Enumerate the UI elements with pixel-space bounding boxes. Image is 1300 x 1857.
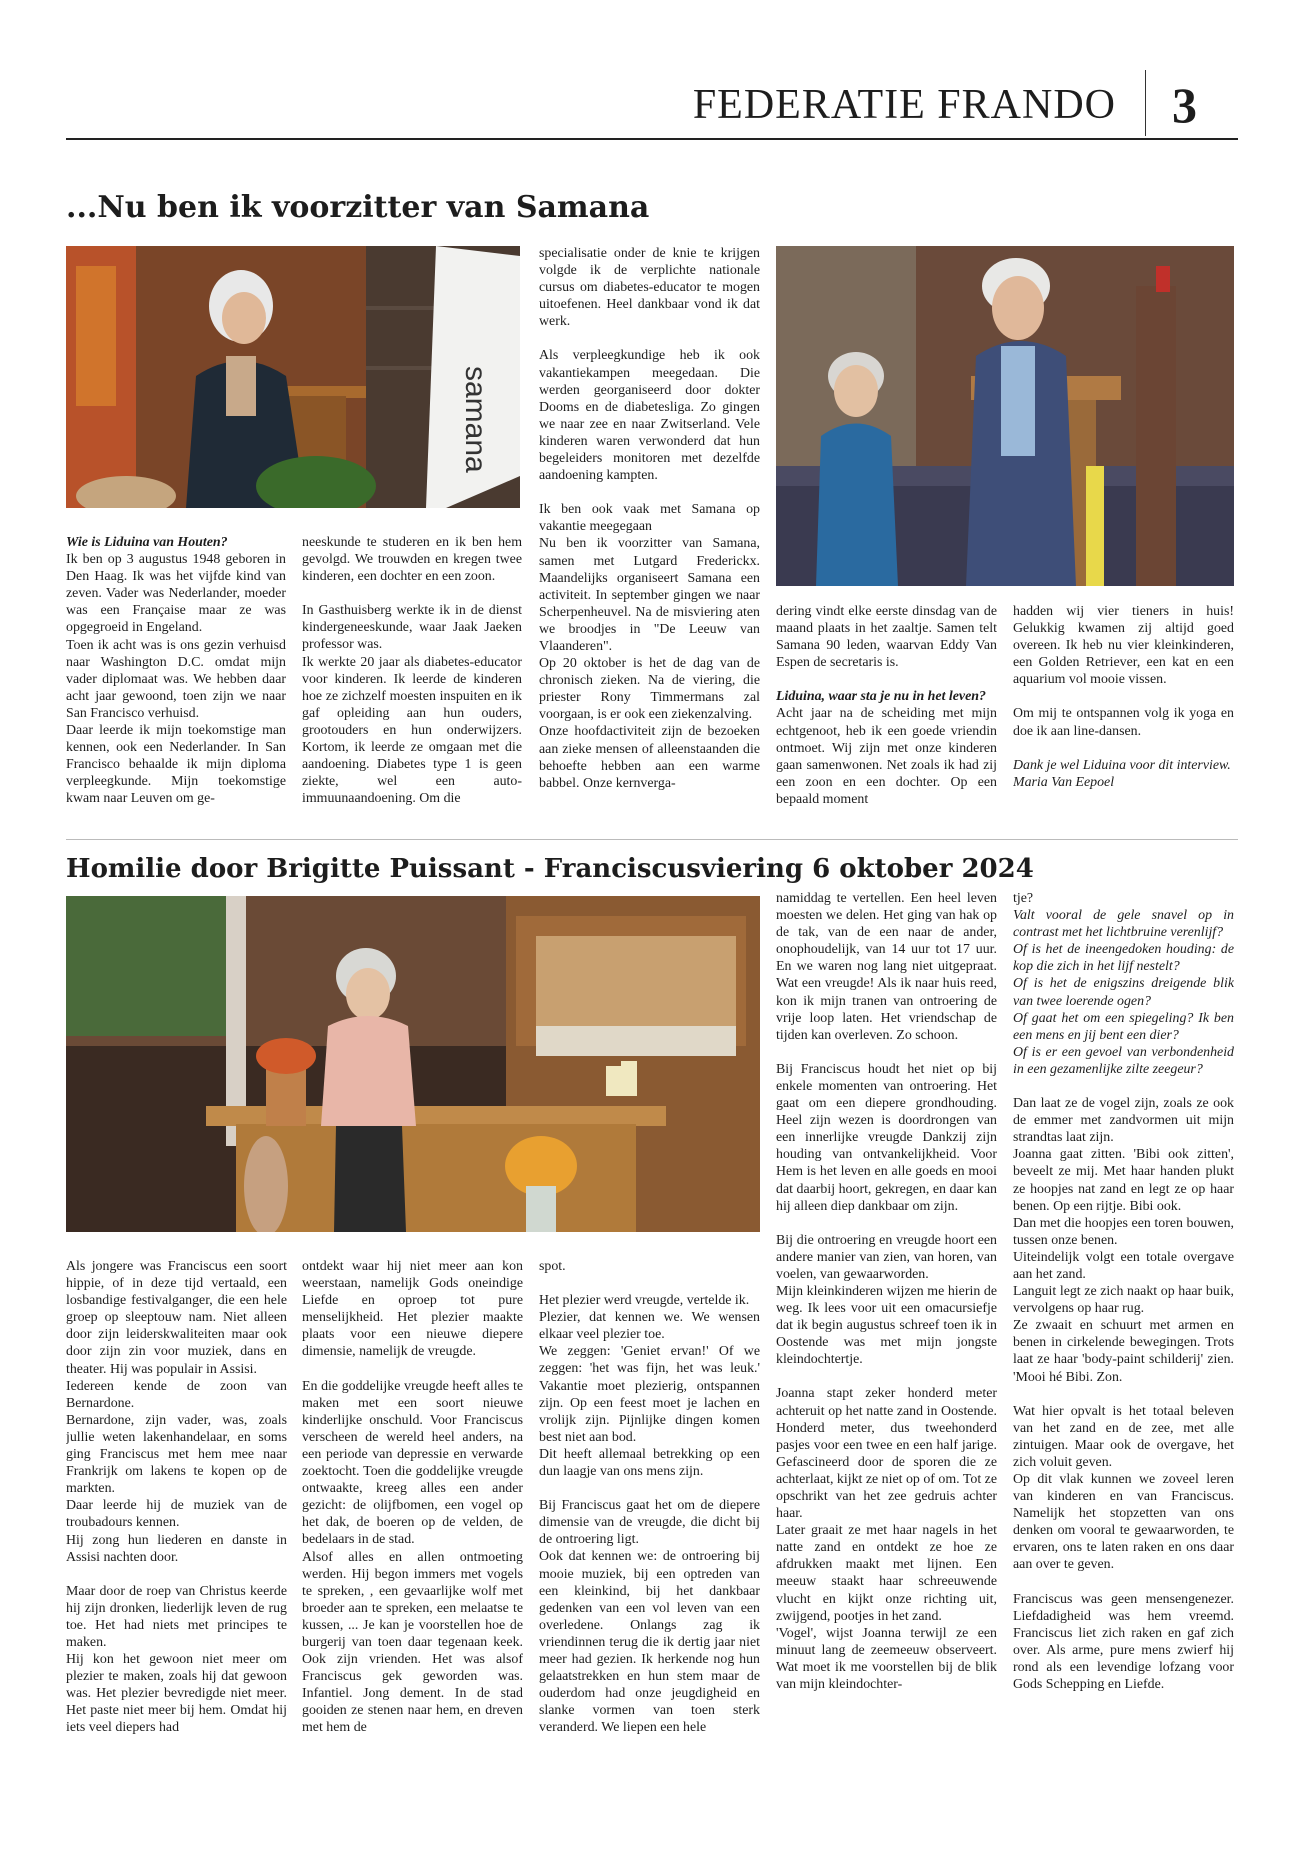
paragraph: hadden wij vier tieners in huis! Gelukkig kwamen zij altijd goed overeen. Ik heb nu vier kleinkinderen, een Golden Retriever, een kat en een aquarium vol mooie vissen. — [1013, 604, 1234, 688]
paragraph: We zeggen: 'Geniet ervan!' Of we zeggen: 'het was fijn, het was leuk.' Vakantie moet plezierig, ontspannen zijn. Op een feest moet je lachen en vrolijk zijn. Pijnlijke dingen komen best niet aan bod. — [539, 1344, 760, 1445]
paragraph: 'Vogel', wijst Joanna terwijl ze een minuut lang de zeemeeuw observeert. Wat moet ik me voorstellen bij de blik van mijn kleindochter- — [776, 1625, 997, 1693]
paragraph: ontdekt waar hij niet meer aan kon weerstaan, namelijk Gods oneindige Liefde en oproep tot pure menselijkheid. Het plezier maakte plaats voor een nieuwe diepere dimensie, namelijk de vreugde. — [302, 1259, 523, 1360]
paragraph: Languit legt ze zich naakt op haar buik, vervolgens op haar rug. — [1013, 1284, 1234, 1317]
photo-homily-speaker — [66, 896, 760, 1232]
paragraph: Wat hier opvalt is het totaal beleven van het zand en de zee, met alle zintuigen. Maar ook de overgave, het zich voluit geven. — [1013, 1403, 1234, 1470]
photo-two-women — [776, 246, 1234, 586]
paragraph: Later graait ze met haar nagels in het natte zand en ontdekt ze hoe ze afdrukken maakt met lijnen. Een meeuw staakt haar schreeuwende vlucht en kijkt onze richting uit, zwijgend, pootjes in het zand. — [776, 1523, 997, 1624]
section-divider — [66, 839, 1238, 840]
interview-question: Liduina, waar sta je nu in het leven? — [776, 689, 986, 705]
paragraph: Toen ik acht was is ons gezin verhuisd naar Washington D.C. omdat mijn vader diplomaat was. We hebben daar acht jaar gewoond, toen zijn we naar San Francisco verhuisd. — [66, 637, 286, 721]
author-credit: Maria Van Eepoel — [1013, 774, 1115, 790]
header-divider — [1145, 70, 1146, 136]
paragraph: Om mij te ontspannen volg ik yoga en doe ik aan line-dansen. — [1013, 706, 1234, 739]
paragraph: Uiteindelijk volgt een totale overgave aan het zand. — [1013, 1249, 1234, 1282]
article1-column-1 — [66, 534, 286, 834]
paragraph: Joanna gaat zitten. 'Bibi ook zitten', beveelt ze mij. Met haar handen plukt ze hoopjes nat zand en legt ze op haar benen. Op een rijtje. Bibi ook. — [1013, 1147, 1234, 1214]
paragraph: Iedereen kende de zoon van Bernardone. — [66, 1378, 287, 1411]
publication-title: FEDERATIE FRANDO — [692, 82, 1116, 128]
paragraph: Als jongere was Franciscus een soort hippie, of in deze tijd vertaald, een losbandige festivalganger, die een hele groep op sleeptouw nam. Niet alleen door zijn leiderskwaliteiten maar ook door zijn zin voor muziek, dans en theater. Hij was populair in Assisi. — [66, 1259, 287, 1377]
paragraph: neeskunde te studeren en ik ben hem gevolgd. We trouwden en kregen twee kinderen, een dochter en een zoon. — [302, 535, 522, 585]
italic-quote: Of is het de enigszins dreigende blik van twee loerende ogen? — [1013, 976, 1234, 1009]
paragraph: Alsof alles en allen ontmoeting werden. Hij begon immers met vogels te spreken, , een gevaarlijke wolf met broeder aan te spreken, een melaatse te kussen, ... Je kan je voorstellen hoe de burgerij van toen daar tegenaan keek. Ook zijn vrienden. Het was alsof Franciscus gek geworden was. Infantiel. Jong dement. In de stad gooiden ze stenen naar hem, en dreven met hem de — [302, 1549, 523, 1736]
paragraph: Onze hoofdactiviteit zijn de bezoeken aan zieke mensen of alleenstaanden die behoefte hebben aan een warme babbel. Onze kernverga- — [539, 724, 760, 791]
paragraph: Maar door de roep van Christus keerde hij zijn dronken, liederlijk leven de rug toe. Het had niets met principes te maken. — [66, 1583, 287, 1650]
paragraph: Op dit vlak kunnen we zoveel leren van kinderen en van Franciscus. Namelijk het stopzetten van ons denken om vooral te gewaarworden, te ervaren, ons te laten raken en ons daar aan over te geven. — [1013, 1472, 1234, 1573]
paragraph: Joanna stapt zeker honderd meter achteruit op het natte zand in Oostende. Honderd meter, dus tweehonderd pasjes voor een twee en een half jarige. Gefascineerd door de sporen die ze achterlaat, kijkt ze niet op of om. Tot ze opschrikt van het zee gedruis achter haar. — [776, 1386, 997, 1522]
paragraph: In Gasthuisberg werkte ik in de dienst kindergeneeskunde, waar Jaak Jaeken professor was. — [302, 603, 522, 653]
italic-quote: Of is er een gevoel van verbondenheid in een gezamenlijke zilte zeegeur? — [1013, 1044, 1234, 1077]
paragraph: Nu ben ik voorzitter van Samana, samen met Lutgard Frederickx. Maandelijks organiseert Samana een activiteit. In september gingen we naar Scherpenheuvel. Na de misviering aten we broodjes in "De Leeuw van Vlaanderen". — [539, 536, 760, 654]
paragraph: Het plezier werd vreugde, vertelde ik. — [539, 1293, 750, 1309]
banner-text: samana — [459, 366, 492, 473]
header-rule — [66, 138, 1238, 140]
paragraph: Dit heeft allemaal betrekking op een dun laagje van ons mens zijn. — [539, 1446, 760, 1480]
paragraph: Mijn kleinkinderen wijzen me hierin de weg. Ik lees voor uit een omacursiefje dat ik begin augustus schreef toen ik in Oostende was met mijn jongste kleindochtertje. — [776, 1283, 997, 1368]
paragraph: Ik ben ook vaak met Samana op vakantie meegegaan — [539, 502, 760, 535]
article2-column-5 — [1013, 890, 1234, 1738]
paragraph: Bij Franciscus gaat het om de diepere dimensie van de vreugde, die dicht bij de ontroering ligt. — [539, 1498, 760, 1548]
paragraph: Acht jaar na de scheiding met mijn echtgenoot, heb ik een goede vriendin ontmoet. Wij zijn met onze kinderen gaan samenwonen. Net zoals ik had zij een zoon en een dochter. Op een bepaald moment — [776, 706, 997, 807]
paragraph: Daar leerde hij de muziek van de troubadours kennen. — [66, 1498, 287, 1531]
paragraph: Franciscus was geen mensengenezer. Liefdadigheid was hem vreemd. Franciscus liet zich raken en gaf zich over. Als arme, pure mens zwierf hij rond als een levendige lofzang voor Gods Schepping en Liefde. — [1013, 1591, 1234, 1693]
article1-column-4 — [776, 603, 997, 835]
article1-column-3 — [539, 245, 760, 835]
article1-column-2 — [302, 534, 522, 834]
paragraph: dering vindt elke eerste dinsdag van de maand plaats in het zaaltje. Samen telt Samana 90 leden, waarvan Eddy Van Espen de secretaris is. — [776, 604, 997, 671]
article2-column-3 — [539, 1258, 760, 1738]
article2-title: Homilie door Brigitte Puissant - Franciscusviering 6 oktober 2024 — [66, 854, 1034, 884]
italic-quote: Of gaat het om een spiegeling? Ik ben een mens en jij bent een dier? — [1013, 1010, 1234, 1043]
italic-quote: Valt vooral de gele snavel op in contrast met het lichtbruine verenlijf? — [1013, 908, 1234, 941]
paragraph: Bij Franciscus houdt het niet op bij enkele momenten van ontroering. Het gaat om een diepere grondhouding. Heel zijn wezen is doordrongen van een innerlijke vreugde Dankzij zijn houding van ontvankelijkheid. Voor Hem is het leven en alle goeds en mooi dat daarbij hoort, gekregen, en daar kan hij alleen diep dankbaar om zijn. — [776, 1061, 997, 1214]
paragraph: tje? — [1013, 891, 1034, 906]
paragraph: Bernardone, zijn vader, was, zoals jullie weten lakenhandelaar, en soms ging Franciscus met hem mee naar Frankrijk om lakens te kopen op de markten. — [66, 1412, 287, 1497]
interview-thanks: Dank je wel Liduina voor dit interview. — [1013, 757, 1231, 773]
paragraph: Ook dat kennen we: de ontroering bij mooie muziek, bij een optreden van een kleinkind, bij het dankbaar gedenken van een vol leven van een overledene. Onlangs zag ik vriendinnen terug die ik dertig jaar niet meer had gezien. Ik herkende nog hun gelaatstrekken en hun stem maar de ouderdom had onze jeugdigheid en slanke vormen van toen sterk veranderd. We liepen een hele — [539, 1549, 760, 1736]
italic-quote: Of is het de ineengedoken houding: de kop die zich in het lijf nestelt? — [1013, 942, 1234, 975]
interview-question: Wie is Liduina van Houten? — [66, 535, 228, 550]
page-number: 3 — [1172, 77, 1197, 133]
article1-column-5 — [1013, 603, 1234, 835]
paragraph: Hij kon het gewoon niet meer om plezier te maken, zoals hij dat gewoon was. Het plezier bevredigde niet meer. Het paste niet meer bij hem. Omdat hij iets veel diepers had — [66, 1652, 287, 1736]
article1-title: ...Nu ben ik voorzitter van Samana — [66, 190, 650, 225]
article2-column-2 — [302, 1258, 523, 1738]
paragraph: Ze zwaait en schuurt met armen en benen in cirkelende bewegingen. Trots laat ze haar 'body-paint schilderij' zien. 'Mooi hé Bibi. Zon. — [1013, 1318, 1234, 1385]
paragraph: Bij die ontroering en vreugde hoort een andere manier van zien, van horen, van voelen, van gewaarworden. — [776, 1232, 997, 1282]
paragraph: Op 20 oktober is het de dag van de chronisch zieken. Na de viering, die priester Rony Timmermans zal voorgaan, is er ook een ziekenzalving. — [539, 656, 760, 723]
paragraph: Ik ben op 3 augustus 1948 geboren in Den Haag. Ik was het vijfde kind van zeven. Vader was Nederlander, moeder was een Française maar ze was opgegroeid in Engeland. — [66, 552, 286, 636]
paragraph: Plezier, dat kennen we. We wensen elkaar veel plezier toe. — [539, 1310, 760, 1343]
paragraph: Daar leerde ik mijn toekomstige man kennen, ook een Nederlander. In San Francisco behaalde ik mijn diploma verpleegkunde. Mijn toekomstige kwam naar Leuven om ge- — [66, 723, 286, 807]
paragraph: Als verpleegkundige heb ik ook vakantiekampen meegedaan. Die werden georganiseerd door dokter Dooms en de diabetesliga. Zo gingen we naar zee en naar Zwitserland. Vele kinderen waren verwonderd dat hun begeleiders monitoren met dezelfde aandoening kampten. — [539, 348, 760, 484]
paragraph: En die goddelijke vreugde heeft alles te maken met een soort nieuwe kinderlijke onschuld. Voor Franciscus verscheen de wereld heel anders, na een periode van depressie en verwarde zoektocht. Toen die goddelijke vreugde ontwaakte, kreeg alles een ander gezicht: de olijfbomen, een vogel op het dak, de boeren op de velden, de bedelaars in de stad. — [302, 1378, 523, 1548]
paragraph: Dan met die hoopjes een toren bouwen, tussen onze benen. — [1013, 1215, 1234, 1248]
paragraph: Ik werkte 20 jaar als diabetes-educator voor kinderen. Ik leerde de kinderen hoe ze zichzelf moesten inspuiten en ik gaf opleiding aan hun ouders, grootouders en hun onderwijzers. Kortom, ik leerde ze omgaan met die aandoening. Diabetes type 1 is geen ziekte, wel een auto-immuunaandoening. Om die — [302, 654, 522, 807]
paragraph: spot. — [539, 1259, 566, 1274]
paragraph: namiddag te vertellen. Een heel leven moesten we delen. Het ging van hak op de tak, van de een naar de ander, onophoudelijk, van 14 uur tot 17 uur. En we waren nog lang niet uitgepraat. Wat een vreugde! Als ik naar huis reed, kon ik mijn tranen van ontroering de vrije loop laten. Het vriendschap de tijden kan overleven. Zo schoon. — [776, 891, 997, 1043]
article2-column-4 — [776, 890, 997, 1738]
article2-column-1 — [66, 1258, 287, 1738]
paragraph: Dan laat ze de vogel zijn, zoals ze ook de emmer met zandvormen uit mijn strandtas laat zijn. — [1013, 1096, 1234, 1146]
paragraph: specialisatie onder de knie te krijgen volgde ik de verplichte nationale cursus om diabetes-educator te mogen uitoefenen. Heel dankbaar vond ik dat werk. — [539, 246, 760, 330]
paragraph: Hij zong hun liederen en danste in Assisi nachten door. — [66, 1532, 287, 1565]
photo-speaker-lectern — [66, 246, 520, 508]
